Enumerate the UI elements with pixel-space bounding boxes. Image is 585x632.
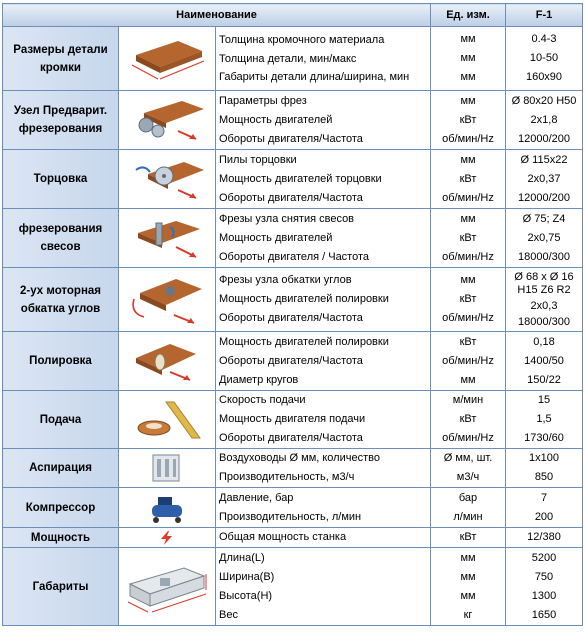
unit-label: об/мин/Hz — [442, 354, 494, 367]
unit-label: об/мин/Hz — [442, 250, 494, 263]
param-label: Фрезы узла обкатки углов — [219, 274, 352, 286]
unit-label: мм — [460, 589, 476, 602]
row-title: Компрессор — [3, 488, 119, 528]
unit-label: кВт — [459, 413, 477, 425]
panel-edge-dimensions-icon — [126, 33, 208, 85]
value-cell: 0,18 — [533, 335, 555, 348]
unit-label: кВт — [459, 335, 477, 348]
unit-label: мм — [460, 274, 476, 286]
aspiration-icon — [137, 451, 197, 485]
param-label: Мощность двигателей — [219, 113, 333, 126]
table-row — [3, 268, 583, 332]
row-title: 2-ух моторная обкатка углов — [3, 268, 119, 332]
unit-label: Ø мм, шт. — [443, 452, 493, 464]
compressor-icon — [142, 491, 192, 525]
param-label: Габариты детали длина/ширина, мин — [219, 71, 410, 83]
unit-label: мм — [460, 153, 476, 166]
param-label: Длина(L) — [219, 551, 265, 564]
value-cell: 750 — [534, 570, 554, 583]
value-cell: 200 — [534, 510, 554, 523]
param-label: Общая мощность станка — [219, 531, 347, 543]
row-title: фрезерования свесов — [3, 209, 119, 268]
value-cell: 18000/300 — [518, 315, 570, 328]
unit-label: м3/ч — [456, 471, 480, 483]
value-cell: 2x1,8 — [530, 113, 558, 126]
edge-feed-icon — [126, 396, 208, 444]
unit-label: л/мин — [453, 510, 483, 523]
row-title: Полировка — [3, 332, 119, 391]
value-cell: Ø 80x20 H50 — [511, 94, 577, 107]
value-cell: 1,5 — [536, 413, 552, 425]
polishing-unit-icon — [126, 336, 208, 386]
row-title: Аспирация — [3, 449, 119, 488]
param-label: Мощность двигателей полировки — [219, 335, 389, 348]
power-lightning-icon — [157, 530, 177, 546]
table-row — [3, 332, 583, 391]
param-label: Обороты двигателя/Частота — [219, 132, 363, 145]
unit-label: мм — [460, 33, 476, 45]
table-row — [3, 528, 583, 548]
row-title: Торцовка — [3, 150, 119, 209]
unit-label: мм — [460, 94, 476, 107]
table-row — [3, 27, 583, 91]
value-cell: 1x100 — [529, 452, 559, 464]
unit-label: кВт — [459, 172, 477, 185]
value-cell: 2x0,37 — [527, 172, 561, 185]
value-cell: 1400/50 — [524, 354, 564, 367]
param-label: Давление, бар — [219, 491, 294, 504]
unit-label: м/мин — [452, 394, 484, 406]
param-label: Обороты двигателя / Частота — [219, 250, 370, 263]
value-cell: H15 Z6 R2 — [517, 283, 571, 296]
unit-label: кВт — [459, 113, 477, 126]
row-title: Размеры детали кромки — [3, 27, 119, 91]
table-header-row — [3, 4, 583, 27]
value-cell: 0.4-3 — [531, 33, 557, 45]
value-cell: 1300 — [531, 589, 557, 602]
unit-label: кВт — [459, 231, 477, 244]
param-label: Толщина детали, мин/макс — [219, 53, 357, 65]
unit-label: об/мин/Hz — [442, 432, 494, 444]
param-label: Вес — [219, 608, 238, 621]
unit-label: об/мин/Hz — [442, 312, 494, 324]
header-name: Наименование — [3, 4, 431, 27]
unit-label: бар — [458, 491, 478, 504]
unit-label: кг — [463, 608, 473, 621]
value-cell: 12/380 — [527, 531, 561, 543]
param-label: Мощность двигателей торцовки — [219, 172, 382, 185]
row-title: Мощность — [3, 528, 119, 548]
value-cell: 18000/300 — [518, 250, 570, 263]
corner-rounding-icon — [126, 273, 208, 327]
row-title: Габариты — [3, 548, 119, 626]
table-row — [3, 150, 583, 209]
overhang-milling-icon — [126, 213, 208, 263]
value-cell: 2x0,3 — [530, 299, 558, 312]
param-label: Параметры фрез — [219, 94, 307, 107]
value-cell: 150/22 — [527, 373, 561, 386]
table-row — [3, 391, 583, 449]
param-label: Фрезы узла снятия свесов — [219, 212, 355, 225]
param-label: Обороты двигателя/Частота — [219, 432, 363, 444]
param-label: Мощность двигателя подачи — [219, 413, 366, 425]
value-cell: 160x90 — [525, 71, 563, 83]
row-title: Узел Предварит. фрезерования — [3, 91, 119, 150]
unit-label: мм — [460, 551, 476, 564]
unit-label: об/мин/Hz — [442, 191, 494, 204]
param-label: Пилы торцовки — [219, 153, 297, 166]
header-unit: Ед. изм. — [431, 4, 506, 27]
table-row — [3, 209, 583, 268]
param-label: Воздуховоды Ø мм, количество — [219, 452, 380, 464]
table-row — [3, 449, 583, 488]
value-cell: 12000/200 — [518, 132, 570, 145]
param-label: Скорость подачи — [219, 394, 306, 406]
table-row — [3, 488, 583, 528]
unit-label: мм — [460, 373, 476, 386]
param-label: Обороты двигателя/Частота — [219, 354, 363, 367]
param-label: Производительность, м3/ч — [219, 471, 355, 483]
param-label: Толщина кромочного материала — [219, 34, 385, 46]
unit-label: мм — [460, 570, 476, 583]
value-cell: 12000/200 — [518, 191, 570, 204]
value-cell: Ø 75; Z4 — [522, 212, 566, 225]
value-cell: 7 — [540, 491, 548, 504]
param-label: Высота(H) — [219, 589, 273, 602]
unit-label: мм — [460, 71, 476, 83]
spec-table — [2, 3, 583, 626]
unit-label: кВт — [459, 293, 477, 305]
value-cell: 15 — [537, 394, 551, 406]
value-cell: Ø 68 x Ø 16 — [514, 270, 574, 283]
value-cell: 1730/60 — [524, 432, 564, 444]
value-cell: Ø 115x22 — [520, 153, 568, 166]
pre-milling-unit-icon — [126, 95, 208, 145]
unit-label: мм — [460, 52, 476, 64]
value-cell: 10-50 — [529, 52, 559, 64]
param-label: Мощность двигателей — [219, 231, 333, 244]
param-label: Обороты двигателя/Частота — [219, 312, 363, 324]
row-title: Подача — [3, 391, 119, 449]
table-row — [3, 91, 583, 150]
unit-label: мм — [460, 212, 476, 225]
value-cell: 2x0,75 — [527, 231, 561, 244]
table-row — [3, 548, 583, 626]
param-label: Ширина(B) — [219, 570, 275, 583]
param-label: Обороты двигателя/Частота — [219, 191, 363, 204]
unit-label: кВт — [459, 531, 477, 543]
param-label: Мощность двигателей полировки — [219, 293, 389, 305]
unit-label: об/мин/Hz — [442, 132, 494, 145]
end-trimming-saw-icon — [126, 154, 208, 204]
header-model: F-1 — [506, 4, 583, 27]
value-cell: 850 — [534, 471, 554, 483]
param-label: Диаметр кругов — [219, 373, 299, 386]
value-cell: 1650 — [531, 608, 557, 621]
value-cell: 5200 — [531, 551, 557, 564]
machine-dimensions-icon — [124, 554, 210, 620]
param-label: Производительность, л/мин — [219, 510, 362, 523]
